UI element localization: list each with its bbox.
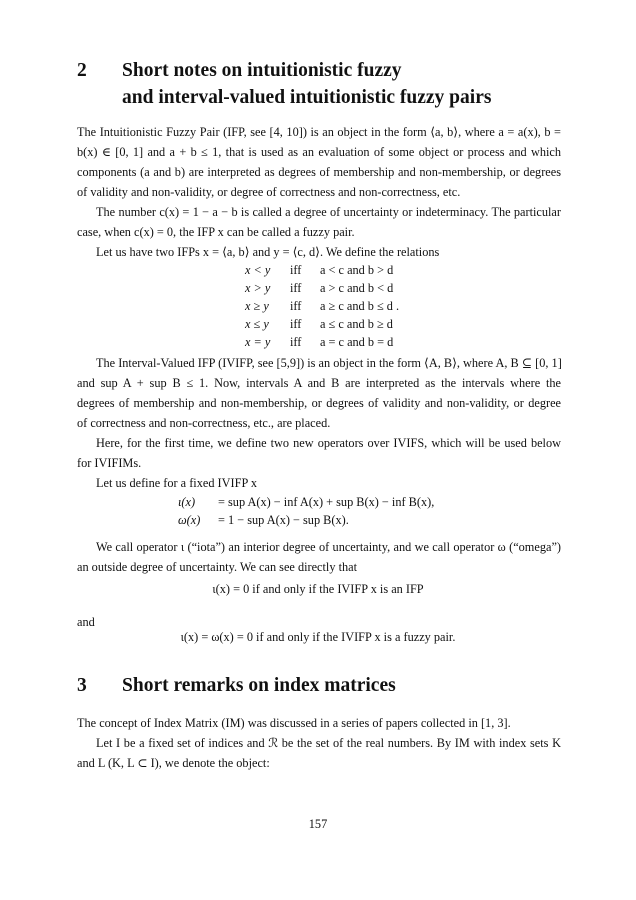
section-number: 2 (77, 60, 87, 81)
text-line: an outside degree of uncertainty. We can see directly that (77, 560, 358, 574)
relation-lhs: x > y (245, 281, 271, 295)
relation-rhs: a ≤ c and b ≥ d (320, 317, 393, 331)
relation-rhs: a < c and b > d (320, 263, 394, 277)
text-line: b(x) ∈ [0, 1] and a + b ≤ 1, that is used as an evaluation of some object or process and which (77, 145, 561, 159)
section-title-line-2: and interval-valued intuitionistic fuzzy pairs (122, 87, 492, 108)
text-line: The number c(x) = 1 − a − b is called a degree of uncertainty or indeterminacy. The particular (96, 205, 561, 219)
text-line: of correctness and non-correctness, etc., are placed. (77, 416, 331, 430)
text-line: of validity and non-validity, or degree of correctness and non-correctness, etc. (77, 185, 461, 199)
relation-iff: iff (290, 335, 302, 349)
text-line: and L (K, L ⊂ I), we denote the object: (77, 756, 270, 770)
iota-rhs: = sup A(x) − inf A(x) + sup B(x) − inf B(x), (218, 495, 435, 509)
relation-iff: iff (290, 263, 302, 277)
section-title: Short remarks on index matrices (122, 675, 396, 696)
relation-iff: iff (290, 281, 302, 295)
section-title-line-1: Short notes on intuitionistic fuzzy (122, 60, 402, 81)
relation-rhs: a > c and b < d (320, 281, 394, 295)
text-line: The concept of Index Matrix (IM) was discussed in a series of papers collected in [1, 3]. (77, 716, 511, 730)
and-word: and (77, 615, 95, 629)
section-3-heading (77, 675, 577, 703)
text-line: components (a and b) are interpreted as degrees of membership and non-membership, or degrees (77, 165, 561, 179)
text-line: and sup A + sup B ≤ 1. Now, intervals A and B are interpreted as the intervals where the (77, 376, 561, 390)
text-line: Let us have two IFPs x = ⟨a, b⟩ and y = ⟨c, d⟩. We define the relations (96, 245, 440, 259)
text-line: Let I be a fixed set of indices and ℛ be the set of the real numbers. By IM with index sets K (96, 736, 561, 750)
text-line: We call operator ι (“iota”) an interior degree of uncertainty, and we call operator ω (“omega”) (96, 540, 561, 554)
iota-lhs: ι(x) (178, 495, 196, 509)
text-line: degrees of membership and non-membership, or degrees of validity and non-validity, or degree (77, 396, 561, 410)
relation-rhs: a = c and b = d (320, 335, 394, 349)
text-line: The Interval-Valued IFP (IVIFP, see [5,9]) is an object in the form ⟨A, B⟩, where A, B ⊆ [0, 1] (96, 356, 562, 370)
relation-lhs: x = y (245, 335, 271, 349)
omega-lhs: ω(x) (178, 513, 201, 527)
section-2-heading (77, 60, 577, 120)
page-number: 157 (308, 817, 328, 831)
omega-rhs: = 1 − sup A(x) − sup B(x). (218, 513, 349, 527)
text-line: case, when c(x) = 0, the IFP x can be called a fuzzy pair. (77, 225, 355, 239)
text-line: for IVIFIMs. (77, 456, 142, 470)
relation-lhs: x ≥ y (245, 299, 269, 313)
statement-iota-zero: ι(x) = 0 if and only if the IVIFP x is an IFP (212, 582, 424, 596)
relation-iff: iff (290, 299, 302, 313)
relation-lhs: x < y (245, 263, 271, 277)
text-line: Let us define for a fixed IVIFP x (96, 476, 258, 490)
text-line: Here, for the first time, we define two new operators over IVIFS, which will be used below (96, 436, 561, 450)
section-number: 3 (77, 675, 87, 696)
statement-fuzzy-pair: ι(x) = ω(x) = 0 if and only if the IVIFP x is a fuzzy pair. (180, 630, 456, 644)
relation-rhs: a ≥ c and b ≤ d . (320, 299, 400, 313)
relation-iff: iff (290, 317, 302, 331)
text-line: The Intuitionistic Fuzzy Pair (IFP, see [4, 10]) is an object in the form ⟨a, b⟩, where a = a(x), b = (77, 125, 561, 139)
relation-lhs: x ≤ y (245, 317, 269, 331)
